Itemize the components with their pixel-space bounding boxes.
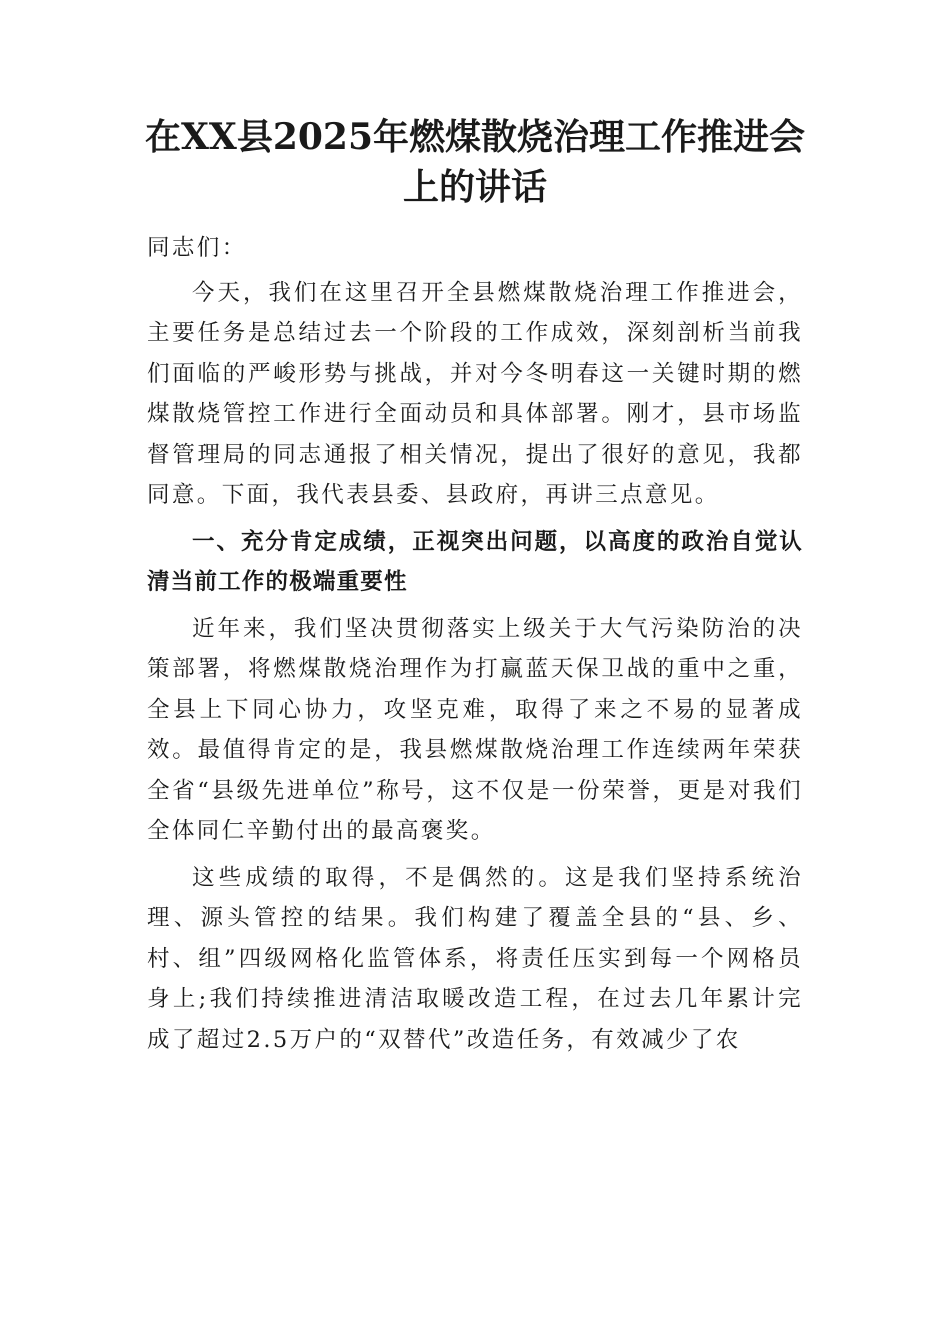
intro-paragraph: 今天，我们在这里召开全县燃煤散烧治理工作推进会，主要任务是总结过去一个阶段的工作成效，深刻剖析当前我们面临的严峻形势与挑战，并对今冬明春这一关键时期的燃煤散烧管控工作进行全面动员和具体部署。刚才，县市场监督管理局的同志通报了相关情况，提出了很好的意见，我都同意。下面，我代表县委、县政府，再讲三点意见。 — [147, 279, 803, 508]
document-body — [147, 228, 803, 1066]
salutation: 同志们： — [147, 235, 247, 261]
section1-paragraph-2: 这些成绩的取得，不是偶然的。这是我们坚持系统治理、源头管控的结果。我们构建了覆盖全县的“县、乡、村、组”四级网格化监管体系，将责任压实到每一个网格员身上;我们持续推进清洁取暖改造工程，在过去几年累计完成了超过2.5万户的“双替代”改造任务，有效减少了农 — [147, 864, 803, 1053]
section-heading-1: 一、充分肯定成绩，正视突出问题，以高度的政治自觉认清当前工作的极端重要性 — [147, 528, 803, 595]
section1-paragraph-1: 近年来，我们坚决贯彻落实上级关于大气污染防治的决策部署，将燃煤散烧治理作为打赢蓝天保卫战的重中之重，全县上下同心协力，攻坚克难，取得了来之不易的显著成效。最值得肯定的是，我县燃煤散烧治理工作连续两年荣获全省“县级先进单位”称号，这不仅是一份荣誉，更是对我们全体同仁辛勤付出的最高褒奖。 — [147, 615, 803, 844]
document-title: 在XX县2025年燃煤散烧治理工作推进会上的讲话 — [144, 116, 806, 208]
